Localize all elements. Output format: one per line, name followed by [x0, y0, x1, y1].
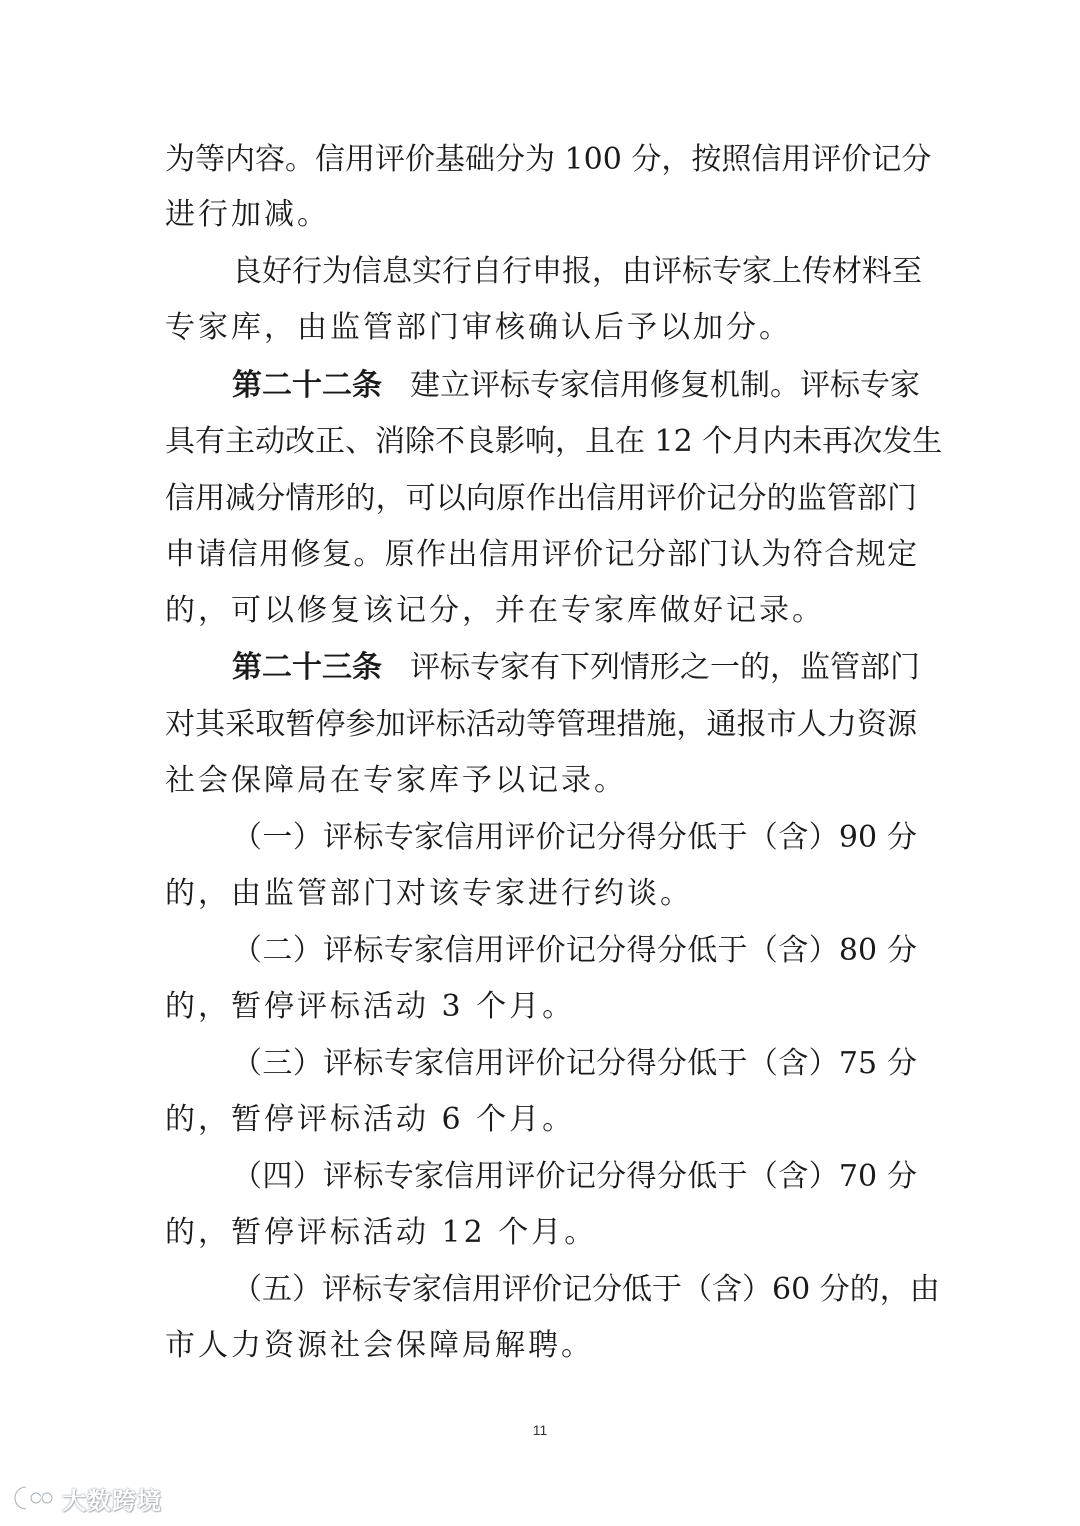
list-item-line: 的，暂停评标活动 6 个月。 — [165, 1102, 576, 1137]
body-line: 社会保障局在专家库予以记录。 — [165, 763, 627, 798]
article-22-first-line — [232, 366, 920, 406]
body-line: 良好行为信息实行自行申报，由评标专家上传材料至 — [232, 254, 922, 289]
list-item-line: （四）评标专家信用评价记分得分低于（含）70 分 — [232, 1159, 917, 1194]
article-heading: 第二十三条 — [232, 650, 382, 685]
body-text: 评标专家有下列情形之一的，监管部门 — [410, 650, 920, 685]
watermark — [14, 1481, 162, 1515]
list-item-line: 的，暂停评标活动 3 个月。 — [165, 989, 576, 1024]
watermark-text: 大数跨境 — [62, 1486, 162, 1515]
body-line: 进行加减。 — [165, 197, 330, 232]
list-item-line: （五）评标专家信用评价记分低于（含）60 分的，由 — [232, 1272, 940, 1307]
brand-logo-icon — [14, 1483, 54, 1513]
list-item-line: 的，由监管部门对该专家进行约谈。 — [165, 876, 693, 911]
body-line: 专家库，由监管部门审核确认后予以加分。 — [165, 310, 792, 345]
list-item-line: （二）评标专家信用评价记分得分低于（含）80 分 — [232, 933, 917, 968]
body-text: 建立评标专家信用修复机制。评标专家 — [410, 368, 920, 403]
list-item-line: 的，暂停评标活动 12 个月。 — [165, 1215, 598, 1250]
page-number: 11 — [532, 1422, 548, 1438]
list-item-line: （一）评标专家信用评价记分得分低于（含）90 分 — [232, 820, 917, 855]
list-item-line: 市人力资源社会保障局解聘。 — [165, 1328, 594, 1363]
body-line: 信用减分情形的，可以向原作出信用评价记分的监管部门 — [165, 481, 917, 516]
body-line: 对其采取暂停参加评标活动等管理措施，通报市人力资源 — [165, 707, 917, 742]
list-item-line: （三）评标专家信用评价记分得分低于（含）75 分 — [232, 1046, 917, 1081]
article-heading: 第二十二条 — [232, 368, 382, 403]
article-23-first-line — [232, 648, 920, 688]
body-line: 具有主动改正、消除不良影响，且在 12 个月内未再次发生 — [165, 424, 943, 459]
body-line: 的，可以修复该记分，并在专家库做好记录。 — [165, 593, 825, 628]
body-line: 为等内容。信用评价基础分为 100 分，按照信用评价记分 — [165, 142, 932, 177]
body-line: 申请信用修复。原作出信用评价记分部门认为符合规定 — [165, 537, 917, 572]
